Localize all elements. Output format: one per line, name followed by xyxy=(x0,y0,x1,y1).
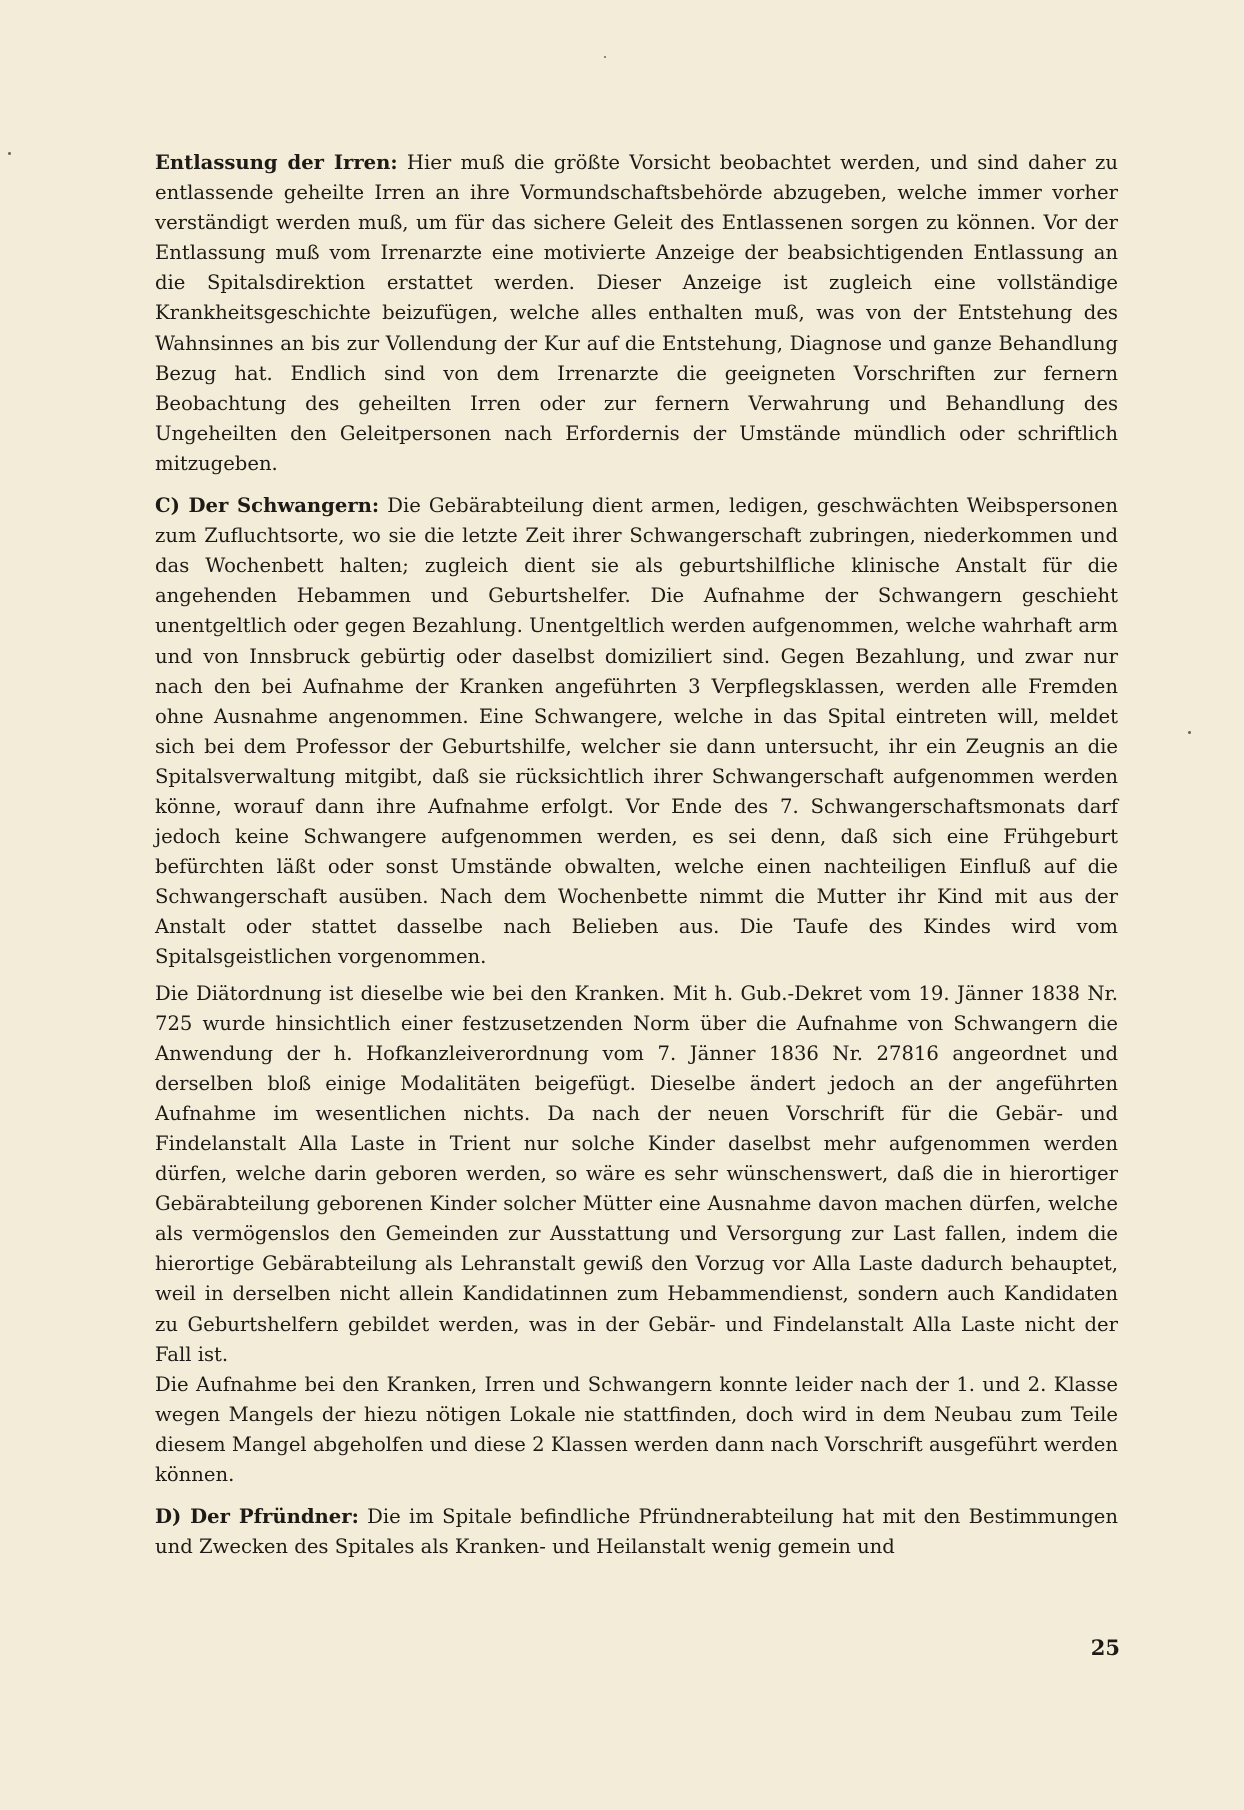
paragraph-heading: D) Der Pfründner: xyxy=(155,1505,359,1529)
paragraph-heading: Entlassung der Irren: xyxy=(155,151,398,174)
paragraph-text: Die Gebärabteilung dient armen, ledigen, geschwächten Weibspersonen zum Zufluchtsorte, wo sie die letzte Zeit ihrer Schwangerschaft zubringen, niederkommen und das Wochenbett halten; zugleich dient sie als geburtshilfliche klinische Anstalt für die angehenden Hebammen und Geburtshelfer. Die Aufnahme der Schwangern geschieht unentgeltlich oder gegen Bezahlung. Unentgeltlich werden aufgenommen, welche wahrhaft arm und von Innsbruck gebürtig oder daselbst domiziliert sind. Gegen Bezahlung, und zwar nur nach den bei Aufnahme der Kranken angeführten 3 Verpflegsklassen, werden alle Fremden ohne Ausnahme angenommen. Eine Schwangere, welche in das Spital eintreten will, meldet sich bei dem Professor der Geburtshilfe, welcher sie dann untersucht, ihr ein Zeugnis an die Spitalsverwaltung mitgibt, daß sie rücksichtlich ihrer Schwangerschaft aufgenommen werden könne, worauf dann ihre Aufnahme erfolgt. Vor Ende des 7. Schwangerschaftsmonats darf jedoch keine Schwangere aufgenommen werden, es sei denn, daß sich eine Frühgeburt befürchten läßt oder sonst Umstände obwalten, welche einen nachteiligen Einfluß auf die Schwangerschaft ausüben. Nach dem Wochenbette nimmt die Mutter ihr Kind mit aus der Anstalt oder stattet dasselbe nach Belieben aus. Die Taufe des Kindes wird vom Spitalsgeistlichen vorgenommen. xyxy=(155,494,1118,969)
paragraph-schwangern xyxy=(155,491,1118,973)
paragraph-text: Die Diätordnung ist dieselbe wie bei den Kranken. Mit h. Gub.-Dekret vom 19. Jänner 1838 Nr. 725 wurde hinsichtlich einer festzusetzenden Norm über die Aufnahme von Schwangern die Anwendung der h. Hofkanzleiverordnung vom 7. Jänner 1836 Nr. 27816 angeordnet und derselben bloß einige Modalitäten beigefügt. Dieselbe ändert jedoch an der angeführten Aufnahme im wesentlichen nichts. Da nach der neuen Vorschrift für die Gebär- und Findelanstalt Alla Laste in Trient nur solche Kinder daselbst mehr aufgenommen werden dürfen, welche darin geboren werden, so wäre es sehr wünschenswert, daß die in hierortiger Gebärabteilung geborenen Kinder solcher Mütter eine Ausnahme davon machen dürfen, welche als vermögenslos den Gemeinden zur Ausstattung und Versorgung zur Last fallen, indem die hierortige Gebärabteilung als Lehranstalt gewiß den Vorzug vor Alla Laste dadurch behauptet, weil in derselben nicht allein Kandidatinnen zum Hebammendienst, sondern auch Kandidaten zu Geburtshelfern gebildet werden, was in der Gebär- und Findelanstalt Alla Laste nicht der Fall ist. xyxy=(155,981,1118,1366)
paper-speck xyxy=(8,152,11,155)
paragraph-aufnahme-klassen xyxy=(155,1370,1118,1490)
paragraph-diaetordnung xyxy=(155,979,1118,1370)
page-number: 25 xyxy=(1090,1635,1120,1660)
paragraph-text: Die Aufnahme bei den Kranken, Irren und Schwangern konnte leider nach der 1. und 2. Klasse wegen Mangels der hiezu nötigen Lokale nie stattfinden, doch wird in dem Neubau zum Teile diesem Mangel abgeholfen und diese 2 Klassen werden dann nach Vorschrift ausgeführt werden können. xyxy=(155,1372,1118,1487)
paragraph-entlassung xyxy=(155,148,1118,479)
paragraph-pfruendner xyxy=(155,1502,1118,1562)
paragraph-heading: C) Der Schwangern: xyxy=(155,494,380,518)
paragraph-text: Die im Spitale befindliche Pfründnerabteilung hat mit den Bestimmungen und Zwecken des Spitales als Kranken- und Heilanstalt wenig gemein und xyxy=(155,1505,1118,1559)
paper-speck xyxy=(1188,731,1191,734)
page-body xyxy=(155,148,1118,1562)
paragraph-text: Hier muß die größte Vorsicht beobachtet werden, und sind daher zu entlassende geheilte Irren an ihre Vormundschaftsbehörde abzugeben, welche immer vorher verständigt werden muß, um für das sichere Geleit des Entlassenen sorgen zu können. Vor der Entlassung muß vom Irrenarzte eine motivierte Anzeige der beabsichtigenden Entlassung an die Spitalsdirektion erstattet werden. Dieser Anzeige ist zugleich eine vollständige Krankheitsgeschichte beizufügen, welche alles enthalten muß, was von der Entstehung des Wahnsinnes an bis zur Vollendung der Kur auf die Entstehung, Diagnose und ganze Behandlung Bezug hat. Endlich sind von dem Irrenarzte die geeigneten Vorschriften zur fernern Beobachtung des geheilten Irren oder zur fernern Verwahrung und Behandlung des Ungeheilten den Geleitpersonen nach Erfordernis der Umstände mündlich oder schriftlich mitzugeben. xyxy=(155,151,1118,475)
paper-speck xyxy=(604,56,606,58)
